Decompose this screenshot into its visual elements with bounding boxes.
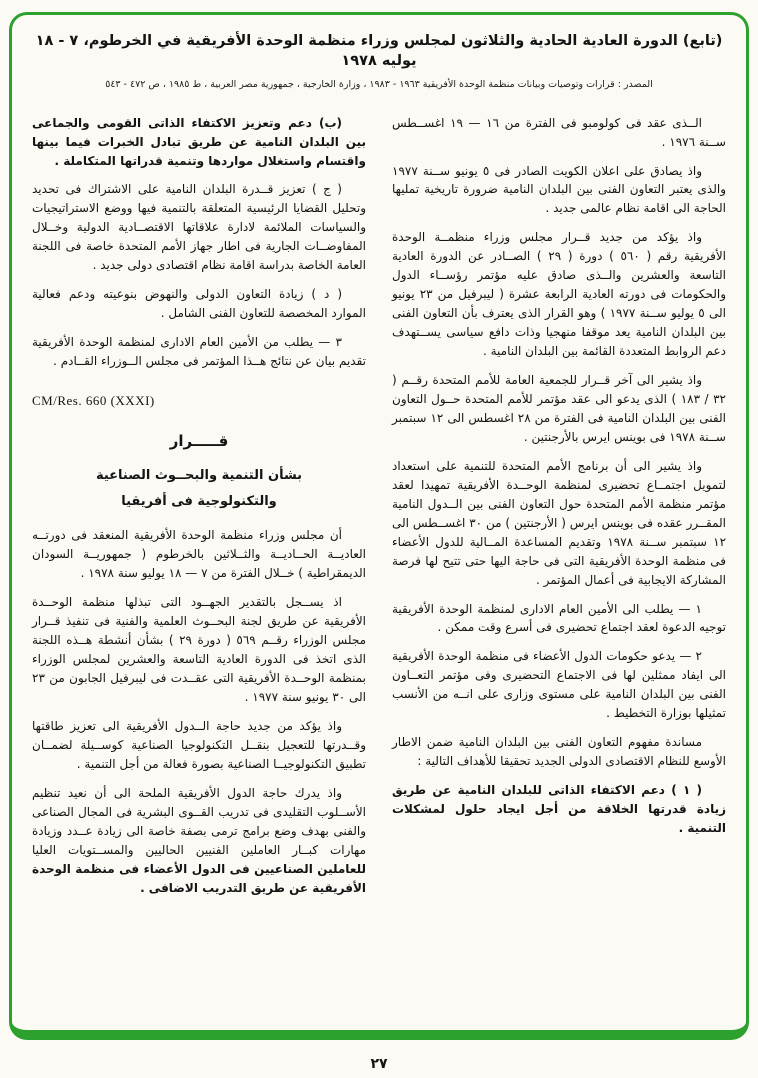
- paragraph-aware-bold-part: للعاملين الصناعيين فى الدول الأعضاء فى منظمة الوحدة الأفريقية عن طريق التدريب الاضافى .: [32, 861, 366, 895]
- column-right: [392, 114, 726, 848]
- goal-item-d: ( د ) زيادة التعاون الدولى والنهوض بنوعيته ودعم فعالية الموارد المخصصة للتعاون الفنى الشامل .: [32, 287, 366, 321]
- resolution-title: قـــــرار: [169, 431, 229, 450]
- operative-item-3: ٣ — يطلب من الأمين العام الادارى لمنظمة الوحدة الأفريقية تقديم بيان عن نتائج هــذا المؤتمر فى مجلس الــوزراء القــادم .: [32, 335, 366, 369]
- source-citation: المصدر : قرارات وتوصيات وبيانات منظمة الوحدة الأفريقية ١٩٦٣ - ١٩٨٣ ، وزارة الخارجية ، جمهورية مصر العربية ، ط ١٩٨٥ ، ص ٤٧٢ - ٥٤٣: [105, 78, 653, 90]
- operative-item-2: ٢ — يدعو حكومات الدول الأعضاء فى منظمة الوحدة الأفريقية الى ايفاد ممثلين لها فى الاجتماع التحضيرى وفى مؤتمر التعــاون الفنى بين البلدان النامية على مستوى وزارى على انــه من الأنسب تمثيلها بوزارة التخطيط .: [392, 649, 726, 721]
- goal-item-c: ( ج ) تعزيز قــدرة البلدان النامية على الاشتراك فى تحديد وتحليل القضايا الرئيسية المتعلقة بالتنمية فيها ووضع الاستراتيجيات والسياسات الملائمة لادارة علاقاتها الاقتصــادية الدولية وخــلال المفاوضــات الجارية فى اطار جهاز الأمم المتحدة خاصة فى اللجنة العامة الخاصة بدراسة اقامة نظام اقتصادى دولى جديد .: [32, 182, 366, 273]
- paragraph-colombo: الــذى عقد فى كولومبو فى الفترة من ١٦ — ١٩ اغســطس ســنة ١٩٧٦ .: [392, 115, 726, 149]
- green-page-frame: [9, 12, 749, 1040]
- paragraph-kuwait-declaration: واذ يصادق على اعلان الكويت الصادر فى ٥ يونيو ســنة ١٩٧٧ والذى يعتبر التعاون الفنى بين البلدان النامية ضرورة تاريخية تمليها الحاجة الى اقامة نظام عالمى جديد .: [392, 163, 726, 216]
- paragraph-undp-funding: واذ يشير الى أن برنامج الأمم المتحدة للتنمية على استعداد لتمويل اجتمــاع تحضيرى لمنظمة الوحــدة الأفريقية تمهيدا لعقد مؤتمر منظمة الأمم المتحدة حول التعاون الفنى بين الــدول النامية المقــرر عقده فى بوينس ايرس ( الأرجنتين ) من ٣٠ اغســطس الى ١٢ سبتمبر ســنة ١٩٧٨ وتقديم المساعدة المــالية للدول الأعضاء فى منظمة الوحدة الأفريقية التى فى حاجة اليها حتى تتيح لها فرصة المشاركة الايجابية فى أعمال المؤتمر .: [392, 458, 727, 587]
- paragraph-council-session: أن مجلس وزراء منظمة الوحدة الأفريقية المنعقد فى دورتــه العاديــة الحــاديــة والثــلاثين بالخرطوم ( جمهوريــة السودان الديمقراطية ) خــلال الفترة من ٧ — ١٨ يوليو سنة ١٩٧٨ .: [32, 528, 366, 581]
- session-title: (تابع) الدورة العادية الحادية والثلاثون لمجلس وزراء منظمة الوحدة الأفريقية في الخرطوم، ٧ - ١٨ يوليه ١٩٧٨: [35, 33, 723, 70]
- page-header: [32, 31, 726, 90]
- page-number: ٢٧: [370, 1056, 388, 1072]
- resolution-reference: CM/Res. 660 (XXXI): [32, 393, 155, 409]
- column-left: [32, 114, 366, 908]
- paragraph-aware-training: [32, 784, 366, 898]
- paragraph-support-concept: مساندة مفهوم التعاون الفنى بين البلدان النامية ضمن الاطار الأوسع للنظام الاقتصادى الدولى الجديد تحقيقا للأهداف التالية :: [392, 735, 726, 769]
- resolution-subtitle-line1: بشأن التنمية والبحــوث الصناعية: [95, 468, 303, 484]
- paragraph-records-appreciation: اذ يســجل بالتقدير الجهــود التى تبذلها منظمة الوحــدة الأفريقية عن طريق لجنة البحــوث العلمية والفنية فى تنفيذ قــرار مجلس الوزراء رقــم ٥٦٩ ( دورة ٢٩ ) بشأن أنشطة هــذه اللجنة الذى اتخذ فى الدورة العادية التاسعة والعشرين لمجلس الوزراء بمنظمة الوحــدة الأفريقية التى عقــدت فى ليبرفيل الجابون من ٢٣ الى ٣٠ يونيو سنة ١٩٧٧ .: [32, 595, 366, 704]
- paragraph-aware-normal-part: واذ يدرك حاجة الدول الأفريقية الملحة الى أن نعيد تنظيم الأســلوب التقليدى فى تدريب القــوى البشرية فى المجال الصناعى والفنى بهدف وضع برامج ترمى بصفة خاصة الى زيادة عــدد وزيادة مهارات كبــار العاملين الفنيين الحاليين والمســتويات العليا: [32, 785, 366, 857]
- two-column-body: [32, 114, 726, 908]
- operative-item-1: ١ — يطلب الى الأمين العام الادارى لمنظمة الوحدة الأفريقية توجيه الدعوة لعقد اجتماع تحضيرى فى أسرع وقت ممكن .: [392, 601, 726, 635]
- paragraph-reaffirms-need: واذ يؤكد من جديد حاجة الــدول الأفريقية الى تعزيز طاقتها وقــدرتها للتعجيل بنقــل التكنولوجيا الصناعية كوســيلة لضمــان تطبيق التكنولوجيــا الصناعية بصورة فعالة من أجل التنمية .: [32, 718, 366, 771]
- paragraph-ga-resolution: واذ يشير الى آخر قــرار للجمعية العامة للأمم المتحدة رقــم ( ٣٢ / ١٨٣ ) الذى يدعو الى عقد مؤتمر للأمم المتحدة حــول التعاون الفنى بين البلدان النامية فى الفترة من ٢٨ اغسطس الى ١٢ سبتمبر ســنة ١٩٧٨ فى بوينس ايرس بالأرجنتين .: [392, 373, 726, 444]
- goal-item-b: (ب) دعم وتعزيز الاكتفاء الذاتى القومى والجماعى بين البلدان النامية عن طريق تبادل الخبرات فيما بينها واقتسام واستغلال مواردها وتنمية قدراتها المتكاملة .: [32, 115, 366, 168]
- page-footer: [0, 1053, 758, 1072]
- paragraph-resolution-560: واذ يؤكد من جديد قــرار مجلس وزراء منظمــة الوحدة الأفريقية رقم ( ٥٦٠ ) دورة ( ٢٩ ) الصــادر عن الدورة العادية التاسعة والعشرين والــذى صادق عليه مؤتمر رؤســاء الدول والحكومات فى دورته العادية الرابعة عشرة ( ليبرفيل من ٢٣ يونيو الى ٥ يوليو ســنة ١٩٧٧ ) وهو القرار الذى يعترف بأن التعاون الفنى بين البلدان النامية يعد موقفا منهجيا وذات دافع سياسى يســتهدف دعم الروابط المتعددة القائمة بين البلدان النامية .: [392, 230, 727, 359]
- resolution-subtitle-line2: والتكنولوجية فى أفريقيا: [121, 493, 277, 509]
- goal-item-1: ( ١ ) دعم الاكتفاء الذاتى للبلدان النامية عن طريق زيادة قدرتها الخلاقة من أجل ايجاد حلول لمشكلات التنمية .: [392, 783, 726, 836]
